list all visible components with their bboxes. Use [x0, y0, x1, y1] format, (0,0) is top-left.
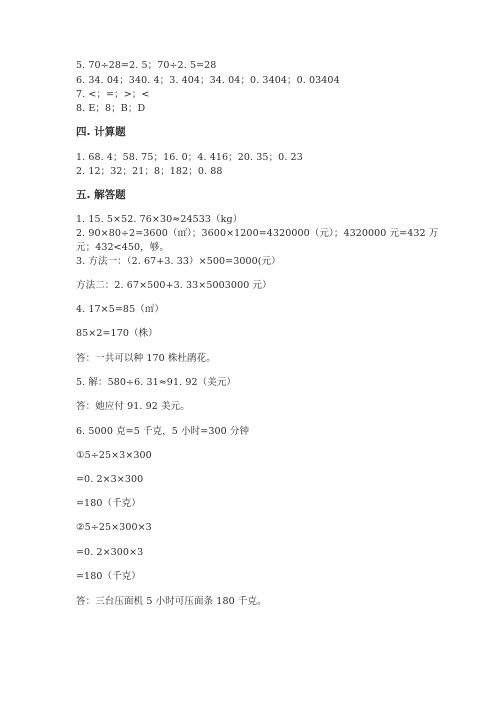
calc-line-2: 2. 12；32；21；8；182；0. 88: [76, 166, 223, 177]
section-heading-solution: 五. 解答题: [76, 189, 126, 201]
solution-line-4: 4. 17×5=85（㎡）: [76, 304, 165, 315]
solution-line-5: 5. 解：580÷6. 31≈91. 92（美元）: [76, 377, 237, 388]
solution-line-3-method1: 3. 方法一：（2. 67+3. 33）×500=3000(元）: [76, 256, 281, 267]
solution-line-2a: 2. 90×80÷2=3600（㎡）；3600×1200=4320000（元）；4320000 元=432 万: [76, 228, 439, 239]
solution-line-6-step1: ①5÷25×3×300: [76, 450, 152, 461]
solution-line-6-step3: =180（千克）: [76, 498, 141, 509]
solution-line-6-step2: =0. 2×3×300: [76, 474, 144, 485]
section-heading-calculation: 四. 计算题: [76, 126, 126, 138]
answer-line-8: 8. E；8；B；D: [76, 103, 146, 114]
solution-line-5-answer: 答：她应付 91. 92 美元。: [76, 401, 190, 412]
solution-line-6-step6: =180（千克）: [76, 571, 141, 582]
answer-line-6: 6. 34. 04；340. 4；3. 404；34. 04；0. 3404；0. 03404: [76, 75, 340, 86]
answer-line-7: 7. <；=；>；<: [76, 89, 150, 100]
calc-line-1: 1. 68. 4；58. 75；16. 0；4. 416；20. 35；0. 23: [76, 152, 303, 163]
solution-line-6-step5: =0. 2×300×3: [76, 547, 144, 558]
solution-line-2b: 元；432<450，够。: [76, 242, 169, 253]
solution-line-1: 1. 15. 5×52. 76×30≈24533（kg）: [76, 214, 243, 225]
solution-line-6-step4: ②5÷25×300×3: [76, 522, 152, 533]
solution-line-3-method2: 方法二：2. 67×500+3. 33×5003000 元）: [76, 280, 272, 291]
solution-line-4-answer: 答：一共可以种 170 株杜鹃花。: [76, 353, 216, 364]
solution-line-6-answer: 答：三台压面机 5 小时可压面条 180 千克。: [76, 596, 267, 607]
solution-line-6: 6. 5000 克=5 千克，5 小时=300 分钟: [76, 426, 250, 437]
answer-line-5: 5. 70÷28=2. 5；70÷2. 5=28: [76, 60, 217, 71]
solution-line-4-calc: 85×2=170（株）: [76, 328, 158, 339]
